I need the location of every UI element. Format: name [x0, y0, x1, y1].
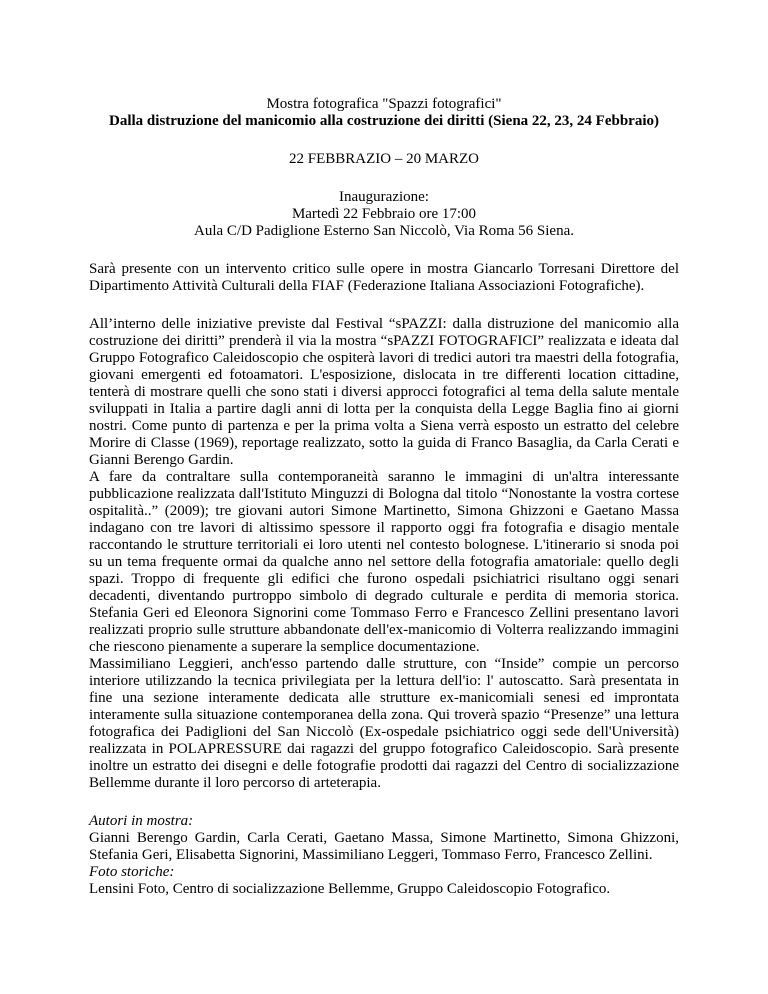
body-paragraph-1: All’interno delle iniziative previste dal Festival “sPAZZI: dalla distruzione del manicomio alla costruzione dei diritti” prenderà il via la mostra “sPAZZI FOTOGRAFICI” realizzata e ideata dal Gruppo Fotografico Caleidoscopio che ospiterà lavori di tredici autori tra maestri della fotografia, giovani emergenti ed fotoamatori. L'esposizione, dislocata in tre differenti location cittadine, tenterà di mostrare quelli che sono stati i diversi approcci fotografici al tema della salute mentale sviluppati in Italia a partire dagli anni di lotta per la conquista della Legge Baglia fino ai giorni nostri. Come punto di partenza e per la prima volta a Siena verrà esposto un estratto del celebre Morire di Classe (1969), reportage realizzato, sotto la guida di Franco Basaglia, da Carla Cerati e Gianni Berengo Gardin. [89, 316, 679, 468]
inauguration-where: Aula C/D Padiglione Esterno San Niccolò, Via Roma 56 Siena. [193, 223, 575, 239]
exhibition-dates: 22 FEBBRAZIO – 20 MARZO [288, 151, 479, 167]
document-title: Mostra fotografica "Spazzi fotografici" [266, 96, 502, 112]
document-page [89, 96, 679, 898]
document-subtitle: Dalla distruzione del manicomio alla costruzione dei diritti (Siena 22, 23, 24 Febbraio) [109, 113, 659, 129]
body-paragraph-3: Massimiliano Leggieri, anch'esso partendo dalle strutture, con “Inside” compie un percorso interiore utilizzando la tecnica privilegiata per la lettura dell'io: l' autoscatto. Sarà presentata in fine una sezione interamente dedicata alle strutture ex-manicomiali senesi ed improntata interamente sulla situazione contemporanea della zona. Qui troverà spazio “Presenze” una lettura fotografica dei Padiglioni del San Niccolò (Ex-ospedale psichiatrico oggi sede dell'Università) realizzata in POLAPRESSURE dai ragazzi del gruppo fotografico Caleidoscopio. Sarà presente inoltre un estratto dei disegni e delle fotografie prodotti dai ragazzi del Centro di socializzazione Bellemme durante il loro percorso di arteterapia. [89, 656, 679, 791]
authors-label: Autori in mostra: [89, 813, 194, 829]
inauguration-when: Martedì 22 Febbraio ore 17:00 [291, 206, 477, 222]
historic-photos-label: Foto storiche: [89, 864, 175, 880]
authors-list: Gianni Berengo Gardin, Carla Cerati, Gaetano Massa, Simone Martinetto, Simona Ghizzoni, Stefania Geri, Elisabetta Signorini, Massimiliano Leggeri, Tommaso Ferro, Francesco Zellini. [89, 830, 679, 863]
historic-photos-list: Lensini Foto, Centro di socializzazione Bellemme, Gruppo Caleidoscopio Fotografico. [89, 881, 611, 897]
inauguration-label: Inaugurazione: [339, 189, 429, 205]
body-paragraph-2: A fare da contraltare sulla contemporaneità saranno le immagini di un'altra interessante pubblicazione realizzata dall'Istituto Minguzzi di Bologna dal titolo “Nonostante la vostra cortese ospitalità..” (2009); tre giovani autori Simone Martinetto, Simona Ghizzoni e Gaetano Massa indagano con tre lavori di altissimo spessore il rapporto oggi fra fotografia e disagio mentale raccontando le strutture territoriali ei loro utenti nel contesto bolognese. L'itinerario si snoda poi su un tema frequente ormai da qualche anno nel settore della fotografia amatoriale: quello degli spazi. Troppo di frequente gli edifici che furono ospedali psichiatrici risultano oggi senari decadenti, diventando purtroppo simbolo di degrado culturale e perdita di memoria storica. Stefania Geri ed Eleonora Signorini come Tommaso Ferro e Francesco Zellini presentano lavori realizzati proprio sulle strutture abbandonate dell'ex-manicomio di Volterra realizzando immagini che riescono pienamente a superare la semplice documentazione. [89, 469, 679, 655]
intervento-paragraph: Sarà presente con un intervento critico sulle opere in mostra Giancarlo Torresani Direttore del Dipartimento Attività Culturali della FIAF (Federazione Italiana Associazioni Fotografiche). [89, 261, 679, 294]
body-text [89, 316, 679, 792]
authors-section [89, 813, 679, 898]
inauguration-block [89, 189, 679, 240]
